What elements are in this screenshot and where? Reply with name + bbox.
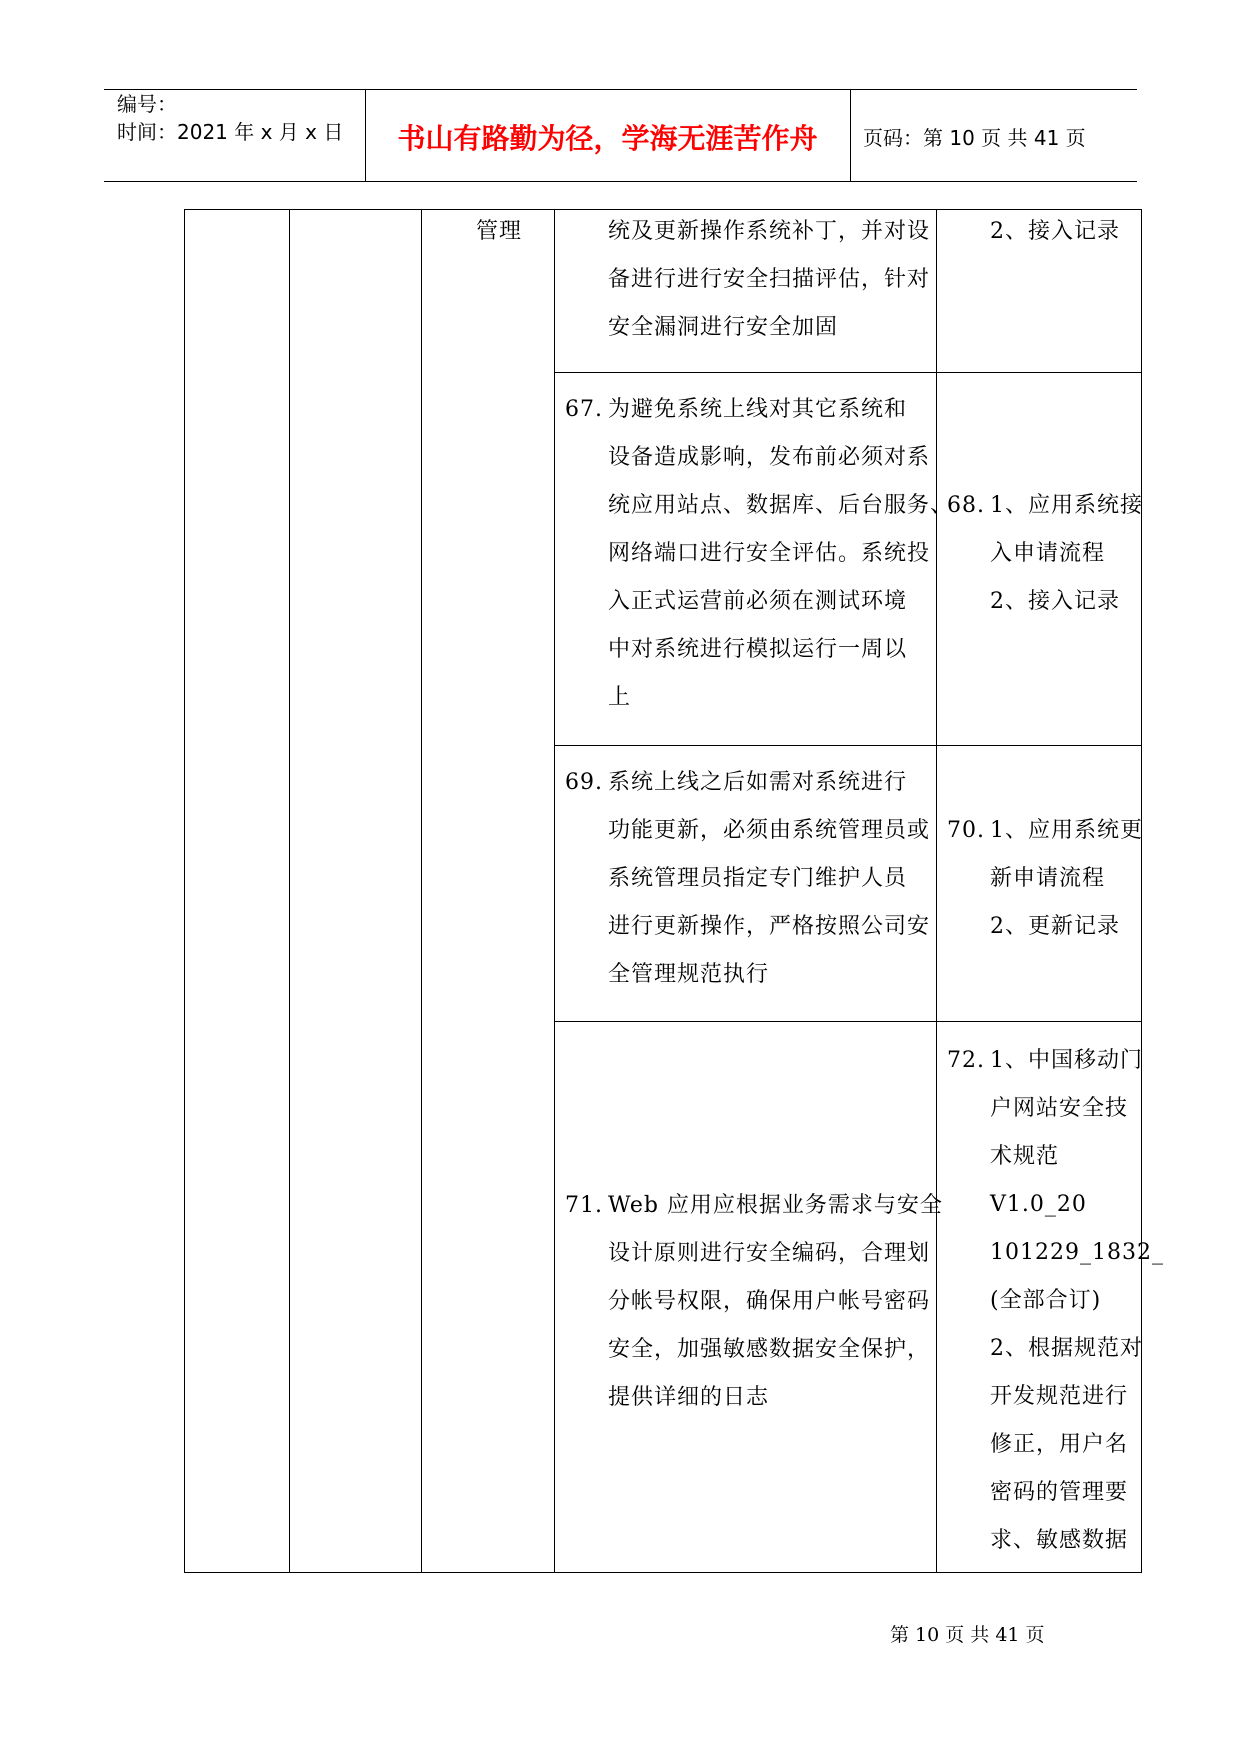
evidence-line: 修正，用户名 bbox=[990, 1432, 1129, 1457]
evidence-text bbox=[990, 807, 1143, 951]
requirement-line: 安全漏洞进行安全加固 bbox=[608, 315, 839, 340]
requirement-line: 系统上线之后如需对系统进行 bbox=[608, 770, 908, 795]
header-divider-right bbox=[850, 89, 851, 181]
requirement-line: 设备造成影响，发布前必须对系 bbox=[608, 445, 931, 470]
requirement-number: 69. bbox=[565, 770, 603, 795]
evidence-text bbox=[990, 1037, 1164, 1565]
requirement-line: 入正式运营前必须在测试环境 bbox=[608, 589, 908, 614]
evidence-line: 新申请流程 bbox=[990, 866, 1106, 891]
requirement-line: 功能更新，必须由系统管理员或 bbox=[608, 818, 931, 843]
requirement-line: 设计原则进行安全编码，合理划 bbox=[608, 1241, 931, 1266]
requirement-line: Web 应用应根据业务需求与安全 bbox=[608, 1193, 943, 1218]
evidence-line: 密码的管理要 bbox=[990, 1480, 1129, 1505]
requirement-line: 网络端口进行安全评估。系统投 bbox=[608, 541, 931, 566]
column-divider-3 bbox=[554, 210, 555, 1572]
header-slogan: 书山有路勤为径，学海无涯苦作舟 bbox=[397, 122, 818, 155]
requirement-text bbox=[608, 386, 953, 722]
page-footer: 第 10 页 共 41 页 bbox=[890, 1624, 1045, 1646]
header-page-info: 页码：第 10 页 共 41 页 bbox=[863, 126, 1086, 150]
requirement-number: 67. bbox=[565, 397, 603, 422]
evidence-number: 72. bbox=[947, 1048, 985, 1073]
row-divider-2 bbox=[554, 745, 1141, 746]
evidence-line: V1.0_20 bbox=[990, 1192, 1087, 1217]
column-divider-2 bbox=[421, 210, 422, 1572]
requirement-line: 系统管理员指定专门维护人员 bbox=[608, 866, 908, 891]
evidence-line: 1、应用系统接 bbox=[990, 493, 1143, 518]
evidence-number: 70. bbox=[947, 818, 985, 843]
requirement-line: 为避免系统上线对其它系统和 bbox=[608, 397, 908, 422]
requirement-line: 进行更新操作，严格按照公司安 bbox=[608, 914, 931, 939]
evidence-line: 求、敏感数据 bbox=[990, 1528, 1129, 1553]
requirement-text bbox=[608, 759, 930, 999]
document-time-label: 时间：2021 年 x 月 x 日 bbox=[117, 120, 344, 144]
evidence-line: (全部合订) bbox=[990, 1288, 1102, 1313]
requirement-line: 统及更新操作系统补丁，并对设 bbox=[608, 219, 931, 244]
requirement-line: 分帐号权限，确保用户帐号密码 bbox=[608, 1289, 931, 1314]
evidence-line: 户网站安全技 bbox=[990, 1096, 1129, 1121]
requirements-table bbox=[184, 209, 1164, 1573]
column-divider-1 bbox=[289, 210, 290, 1572]
row-divider-3 bbox=[554, 1021, 1141, 1022]
header-meta bbox=[117, 90, 343, 146]
evidence-line: 2、接入记录 bbox=[990, 219, 1120, 244]
evidence-line: 101229_1832_ bbox=[990, 1240, 1164, 1265]
requirement-line: 中对系统进行模拟运行一周以 bbox=[608, 637, 908, 662]
requirement-line: 安全，加强敏感数据安全保护， bbox=[608, 1337, 931, 1362]
row-divider-1 bbox=[554, 372, 1141, 373]
evidence-line: 术规范 bbox=[990, 1144, 1060, 1169]
evidence-line: 1、中国移动门 bbox=[990, 1048, 1143, 1073]
requirement-line: 上 bbox=[608, 685, 632, 710]
requirement-line: 备进行进行安全扫描评估，针对 bbox=[608, 267, 931, 292]
evidence-line: 入申请流程 bbox=[990, 541, 1106, 566]
requirement-text bbox=[608, 1182, 943, 1422]
requirement-number: 71. bbox=[565, 1193, 603, 1218]
evidence-line: 2、接入记录 bbox=[990, 589, 1120, 614]
evidence-line: 2、根据规范对 bbox=[990, 1336, 1143, 1361]
document-number-label: 编号： bbox=[117, 92, 177, 116]
requirement-line: 统应用站点、数据库、后台服务、 bbox=[608, 493, 954, 518]
requirement-line: 提供详细的日志 bbox=[608, 1385, 770, 1410]
evidence-line: 2、更新记录 bbox=[990, 914, 1120, 939]
evidence-line: 1、应用系统更 bbox=[990, 818, 1143, 843]
category-cell: 管理 bbox=[476, 219, 523, 244]
evidence-text bbox=[990, 208, 1120, 256]
evidence-number: 68. bbox=[947, 493, 985, 518]
evidence-line: 开发规范进行 bbox=[990, 1384, 1129, 1409]
evidence-text bbox=[990, 482, 1143, 626]
requirement-line: 全管理规范执行 bbox=[608, 962, 770, 987]
requirement-text bbox=[608, 208, 930, 352]
header-bottom-rule bbox=[104, 181, 1137, 182]
